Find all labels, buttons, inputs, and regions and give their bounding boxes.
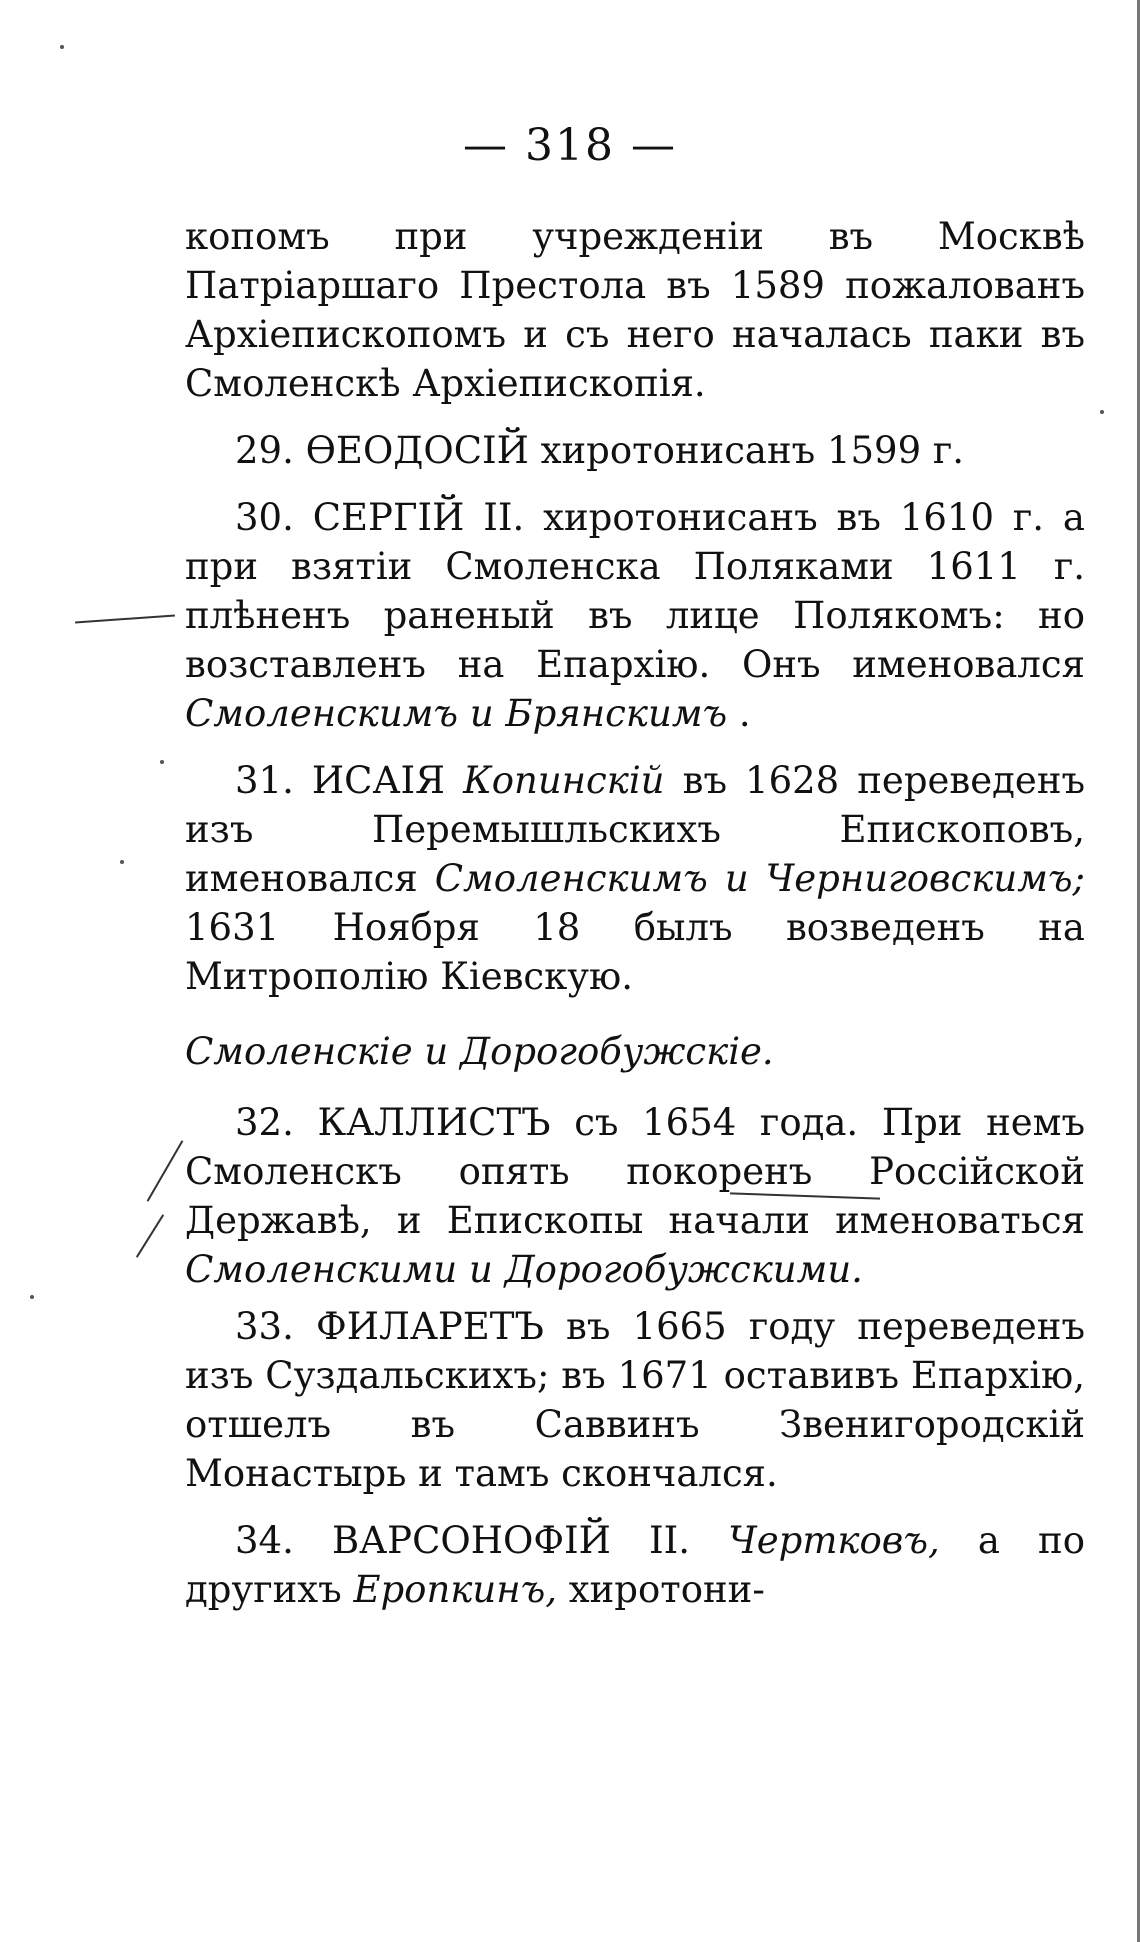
italic-text: Смоленскимъ и Брянскимъ bbox=[185, 692, 728, 735]
entry-31 bbox=[185, 756, 1085, 1001]
entry-29 bbox=[185, 426, 1085, 475]
paragraph-text: 1631 Ноября 18 былъ возведенъ на Митрополію Кіевскую. bbox=[185, 906, 1085, 998]
italic-text: Смоленскимъ и Черниговскимъ; bbox=[434, 857, 1085, 900]
page-number: — 318 — bbox=[463, 120, 677, 171]
ink-speck bbox=[60, 45, 64, 49]
paragraph-text: 33. ФИЛАРЕТЪ въ 1665 году переведенъ изъ Суздальскихъ; въ 1671 оставивъ Епархію, отшелъ въ Саввинъ Звенигородскій Монастырь и тамъ скончался. bbox=[185, 1305, 1085, 1495]
ink-speck bbox=[1100, 410, 1104, 414]
italic-text: Смоленскими и Дорогобужскими. bbox=[185, 1248, 863, 1291]
paragraph-text: 30. СЕРГІЙ II. хиротонисанъ въ 1610 г. а при взятіи Смоленска Поляками 1611 г. плѣненъ раненый въ лице Полякомъ: но возставленъ на Епархію. Онъ именовался bbox=[185, 496, 1085, 686]
italic-text: Еропкинъ, bbox=[353, 1568, 557, 1611]
entry-33 bbox=[185, 1302, 1085, 1498]
paragraph-text: . bbox=[738, 692, 751, 735]
pen-mark bbox=[75, 615, 175, 624]
italic-text: Копинскій bbox=[463, 759, 665, 802]
entry-30 bbox=[185, 493, 1085, 738]
page-body bbox=[185, 212, 1085, 1614]
heading-text: Смоленскіе и Дорогобужскіе. bbox=[185, 1030, 774, 1073]
ink-speck bbox=[160, 760, 164, 764]
paragraph-text: 34. ВАРСОНОФІЙ II. bbox=[235, 1519, 691, 1562]
paragraph-continuation bbox=[185, 212, 1085, 408]
paragraph-text: хиротони- bbox=[568, 1568, 765, 1611]
paragraph-text: въ 1628 переведенъ изъ Перемышльскихъ Епископовъ, именовался bbox=[185, 759, 1086, 900]
paragraph-text: а по другихъ bbox=[185, 1519, 1085, 1611]
pen-mark bbox=[147, 1140, 184, 1202]
paragraph-text: копомъ при учрежденіи въ Москвѣ Патріаршаго Престола въ 1589 пожалованъ Архіепископомъ и съ него началась паки въ Смоленскѣ Архіепископія. bbox=[185, 215, 1085, 405]
entry-32 bbox=[185, 1098, 1085, 1294]
paragraph-text: 29. ѲЕОДОСІЙ хиротонисанъ 1599 г. bbox=[235, 429, 965, 472]
ink-speck bbox=[120, 860, 124, 864]
section-heading bbox=[185, 1027, 1085, 1076]
paragraph-text: 31. ИСАІЯ bbox=[235, 759, 446, 802]
ink-speck bbox=[30, 1295, 34, 1299]
entry-34 bbox=[185, 1516, 1085, 1614]
pen-mark bbox=[136, 1214, 164, 1257]
italic-text: Чертковъ, bbox=[728, 1519, 940, 1562]
paragraph-text: 32. КАЛЛИСТЪ съ 1654 года. При немъ Смоленскъ опять покоренъ Россійской Державѣ, и Епископы начали именоваться bbox=[185, 1101, 1085, 1242]
